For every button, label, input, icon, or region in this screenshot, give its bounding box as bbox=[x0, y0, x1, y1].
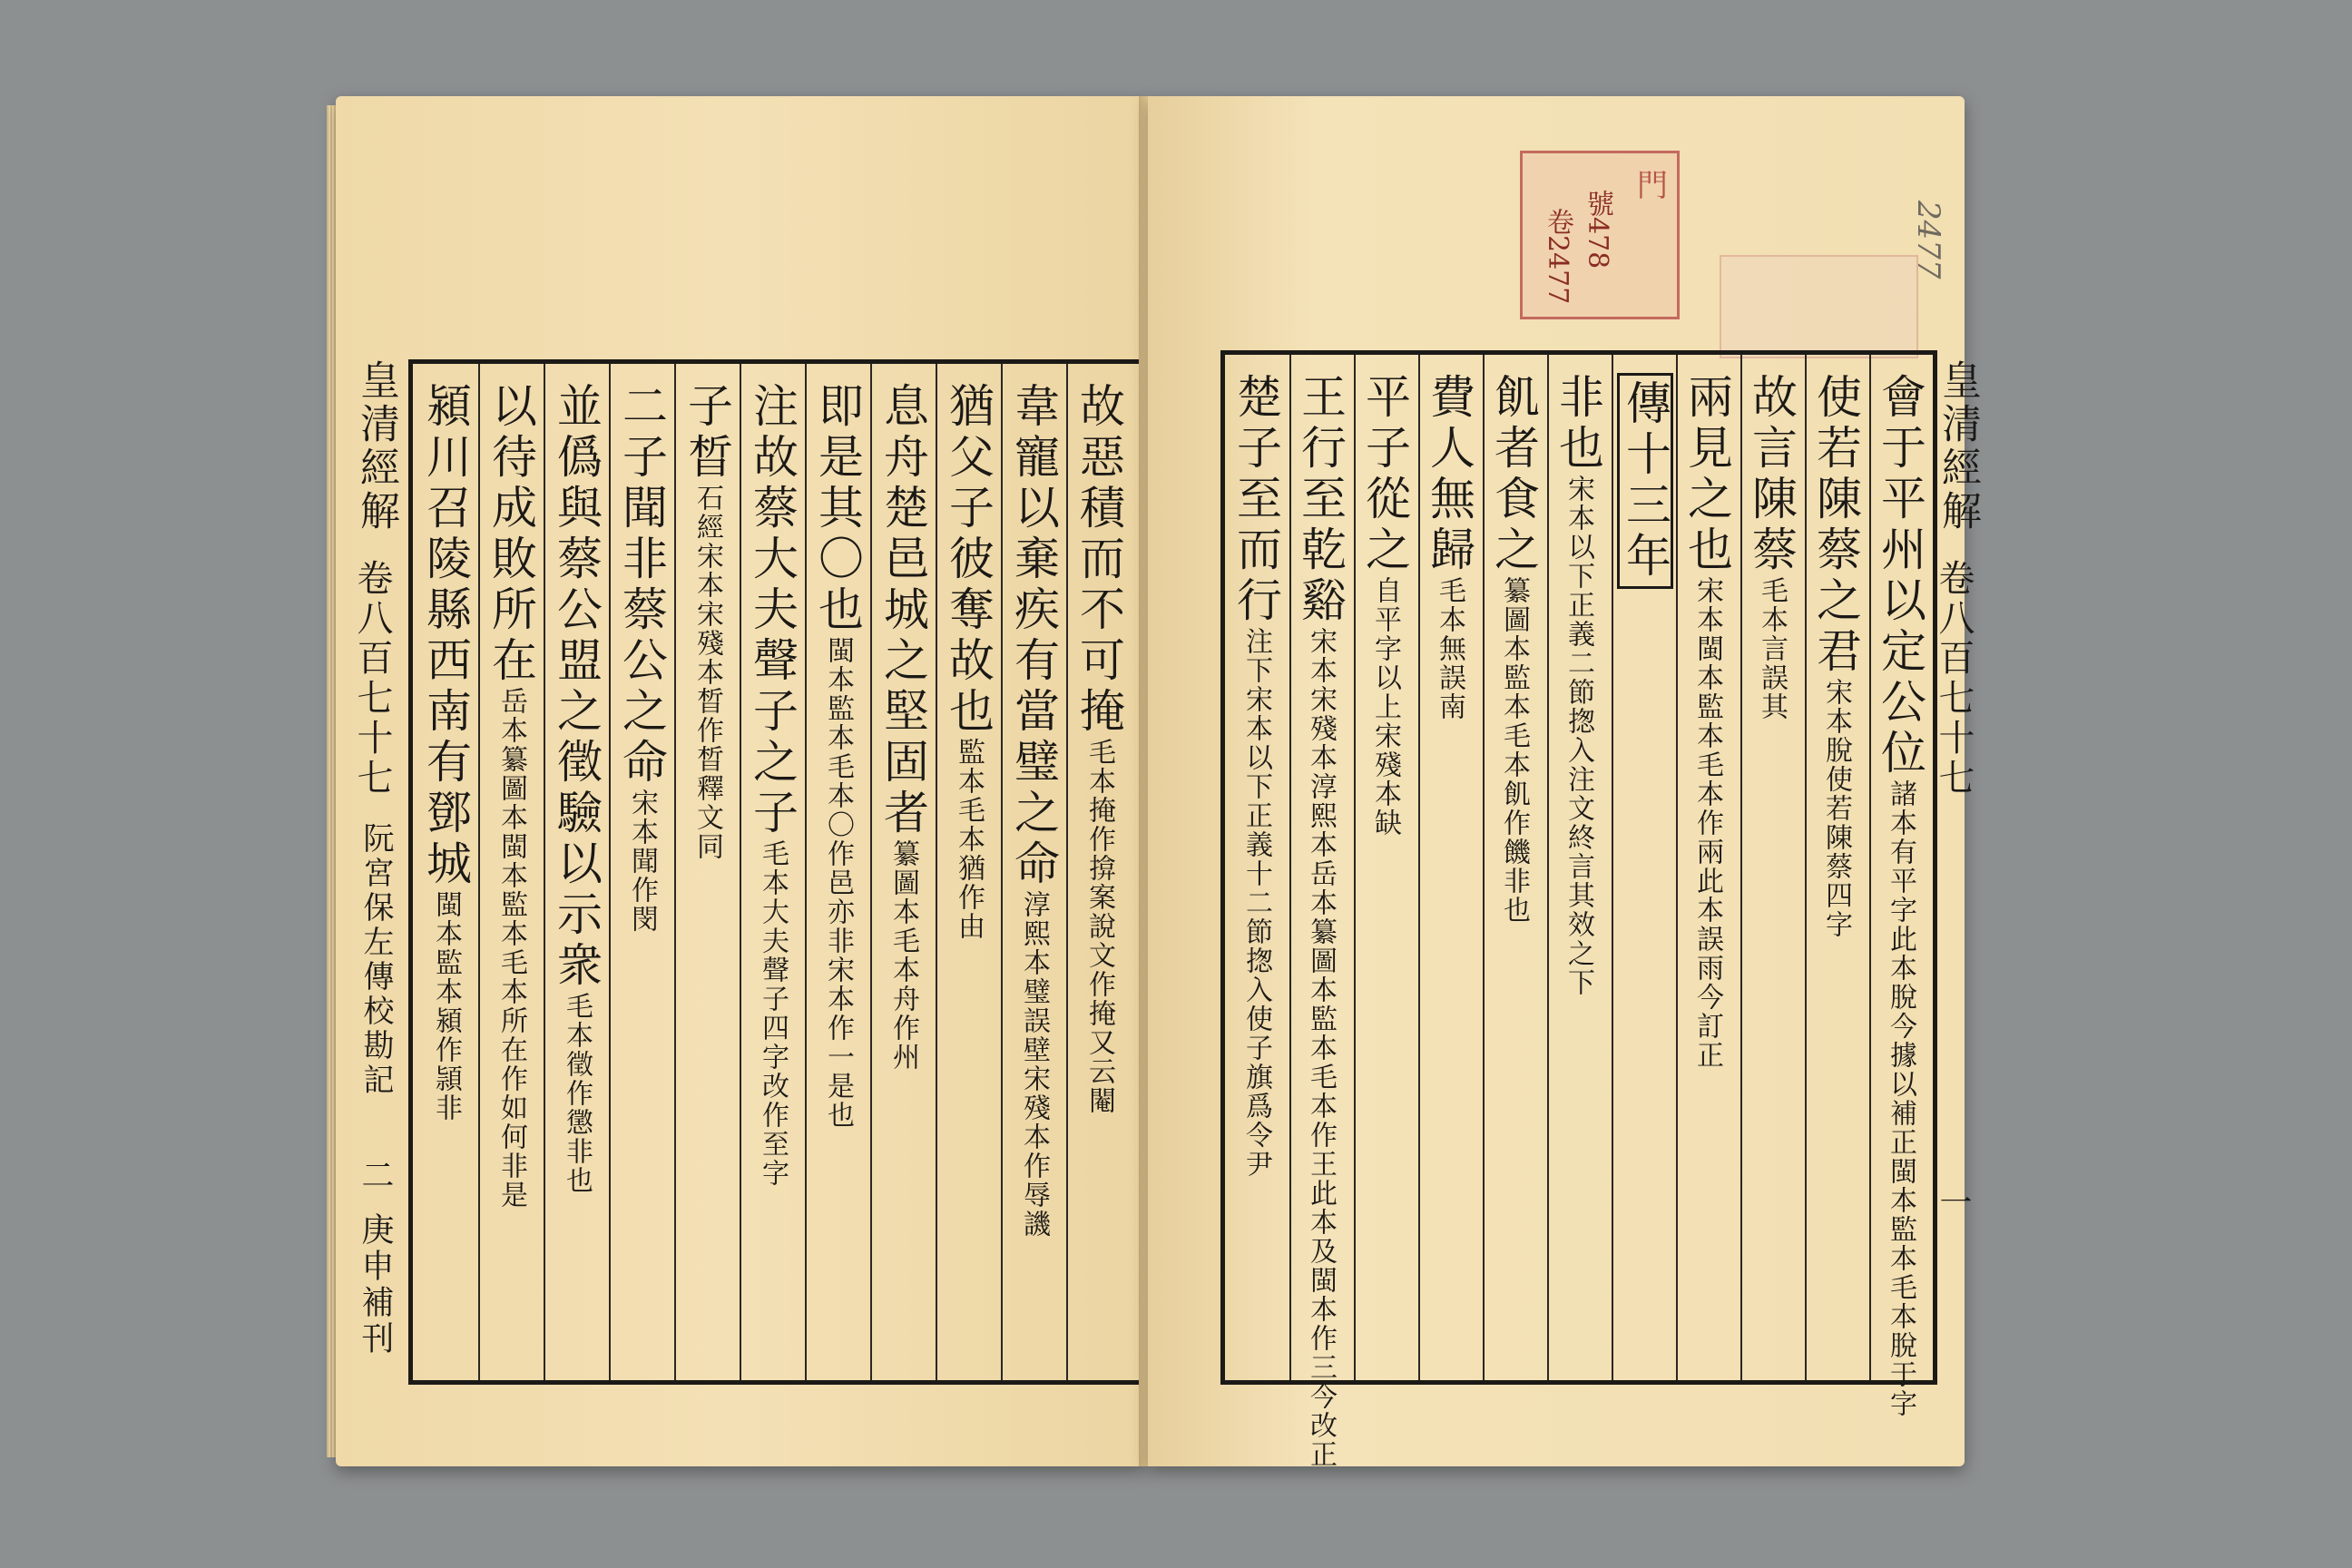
right-margin-title: 皇清經解 bbox=[1935, 359, 1981, 534]
left-text-frame bbox=[408, 359, 1143, 1385]
left-column-7: 子晳石經宋本宋殘本晳作晳釋文同 bbox=[681, 382, 733, 861]
library-stamp: 門 號478 卷2477 bbox=[1520, 151, 1680, 319]
faint-stamp bbox=[1720, 255, 1918, 358]
right-column-4: 兩見之也宋本閩本監本毛本作兩此本誤雨今訂正 bbox=[1681, 373, 1733, 1070]
right-page bbox=[1148, 96, 1981, 1469]
right-column-8: 費人無歸毛本無誤南 bbox=[1423, 373, 1475, 721]
right-column-10: 王行至乾谿宋本宋殘本淳熙本岳本纂圖本監本毛本作王此本及閩本作三今改正 bbox=[1294, 373, 1347, 1469]
left-column-3: 猶父子彼奪故也監本毛本猶作由 bbox=[942, 382, 995, 941]
left-page bbox=[336, 96, 1143, 1466]
left-column-5: 即是其〇也閩本監本毛本〇作邑亦非宋本作一是也 bbox=[811, 382, 864, 1130]
left-column-11: 潁川召陵縣西南有鄧城閩本監本潁作頴非 bbox=[419, 382, 472, 1122]
left-column-9: 並僞與蔡公盟之徵驗以示衆毛本徵作懲非也 bbox=[550, 382, 603, 1195]
left-margin-title: 皇清經解 bbox=[353, 359, 399, 534]
right-column-6: 非也宋本以下正義二節揔入注文終言其效之下 bbox=[1552, 373, 1604, 997]
pencil-note: 2477 bbox=[1910, 201, 1946, 279]
left-column-6: 注故蔡大夫聲子之子毛本大夫聲子四字改作至字 bbox=[746, 382, 799, 1188]
right-margin-folio: 一 bbox=[1935, 1185, 1972, 1221]
right-column-9: 平子從之自平字以上宋殘本缺 bbox=[1358, 373, 1411, 838]
right-text-frame bbox=[1220, 350, 1937, 1469]
left-margin-folio: 二 bbox=[357, 1158, 394, 1194]
right-column-3: 故言陳蔡毛本言誤其 bbox=[1745, 373, 1798, 721]
left-column-4: 息舟楚邑城之堅固者纂圖本毛本舟作州 bbox=[877, 382, 929, 1072]
right-column-11: 楚子至而行注下宋本以下正義十二節揔入使子旗爲令尹 bbox=[1230, 373, 1282, 1179]
left-column-2: 韋寵以棄疾有當璧之命淳熙本璧誤壁宋殘本作辱譏 bbox=[1007, 382, 1060, 1239]
right-column-5: 傳十三年 bbox=[1617, 373, 1673, 589]
left-margin-subtitle: 阮宮保左傳校勘記 bbox=[358, 822, 394, 1098]
right-column-2: 使若陳蔡之君宋本脫使若陳蔡四字 bbox=[1809, 373, 1862, 939]
left-column-8: 二子聞非蔡公之命宋本聞作閔 bbox=[615, 382, 668, 934]
right-column-7: 飢者食之纂圖本監本毛本飢作饑非也 bbox=[1487, 373, 1540, 925]
right-margin-volume: 卷八百七十七 bbox=[1933, 559, 1975, 799]
left-margin-imprint: 庚申補刊 bbox=[357, 1212, 394, 1357]
right-column-1: 會于平州以定公位諸本有平字此本脫今據以補正閩本監本毛本脫于字 bbox=[1874, 373, 1926, 1418]
left-column-1: 故惡積而不可掩毛本掩作揜案說文作掩又云閹 bbox=[1073, 382, 1125, 1115]
open-book bbox=[327, 87, 1987, 1485]
left-margin-volume: 卷八百七十七 bbox=[351, 559, 393, 799]
left-column-10: 以待成敗所在岳本纂圖本閩本監本毛本所在作如何非是 bbox=[485, 382, 537, 1210]
